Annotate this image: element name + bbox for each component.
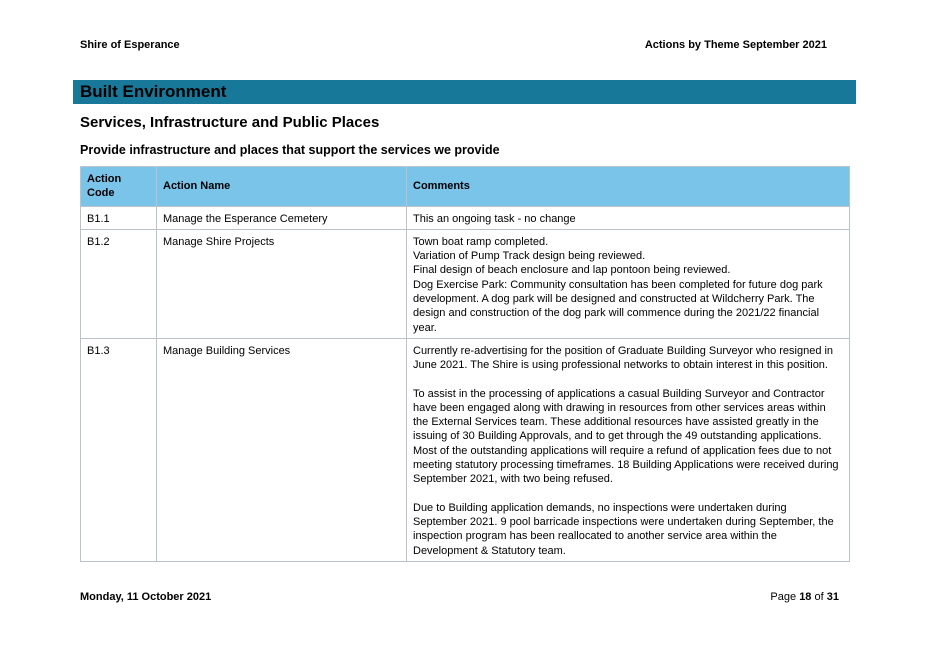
table-row [81,206,850,229]
comment-paragraph: Due to Building application demands, no inspections were undertaken during September 2021. 9 pool barricade inspections were undertaken during September, the inspection program has been reallocated to another service area within the Development & Statutory team. [413,501,834,557]
comments-cell [407,206,850,229]
action-code-cell: B1.3 [81,338,157,561]
comment-paragraph: To assist in the processing of applications a casual Building Surveyor and Contractor have been engaged along with drawing in resources from other services areas within the External Services team. These additional resources have assisted greatly in the issuing of 30 Building Approvals, and to get through the 49 outstanding applications. Most of the outstanding applications will require a refund of application fees due to not meeting statutory processing timeframes. 18 Building Applications were received during September 2021, with two being refused. [413,387,839,486]
footer-page-number [770,591,839,603]
footer-date: Monday, 11 October 2021 [80,591,212,603]
page-of-label: of [814,591,824,603]
comment-line: Variation of Pump Track design being reviewed. [413,250,646,263]
header-organisation: Shire of Esperance [80,39,180,51]
comments-cell [407,229,850,338]
page-total: 31 [826,591,839,603]
section-subtitle: Services, Infrastructure and Public Places [80,114,380,131]
page-label: Page [770,591,797,603]
column-header-comments: Comments [407,167,850,207]
comments-cell [407,338,850,561]
comment-line: Final design of beach enclosure and lap pontoon being reviewed. [413,264,731,277]
comment-paragraph: Currently re-advertising for the position of Graduate Building Surveyor who resigned in June 2021. The Shire is using professional networks to obtain interest in this position. [413,344,834,372]
comment-line: Town boat ramp completed. [413,235,549,248]
comment-line: This an ongoing task - no change [413,212,576,225]
action-name-cell: Manage the Esperance Cemetery [157,206,407,229]
column-header-action-name: Action Name [157,167,407,207]
page-current: 18 [799,591,812,603]
section-banner: Built Environment [73,80,856,104]
table-row [81,338,850,561]
header-report-title: Actions by Theme September 2021 [644,39,827,51]
table-row [81,229,850,338]
action-code-cell: B1.1 [81,206,157,229]
action-code-cell: B1.2 [81,229,157,338]
table-header-row [81,167,850,207]
action-name-cell: Manage Shire Projects [157,229,407,338]
section-objective: Provide infrastructure and places that support the services we provide [80,143,500,157]
actions-table [80,166,850,562]
column-header-action-code: Action Code [81,167,157,207]
comment-line: Dog Exercise Park: Community consultation has been completed for future dog park development. A dog park will be designed and constructed at Wildcherry Park. The design and construction of the dog park will commence during the 2021/22 financial year. [413,278,823,334]
action-name-cell: Manage Building Services [157,338,407,561]
